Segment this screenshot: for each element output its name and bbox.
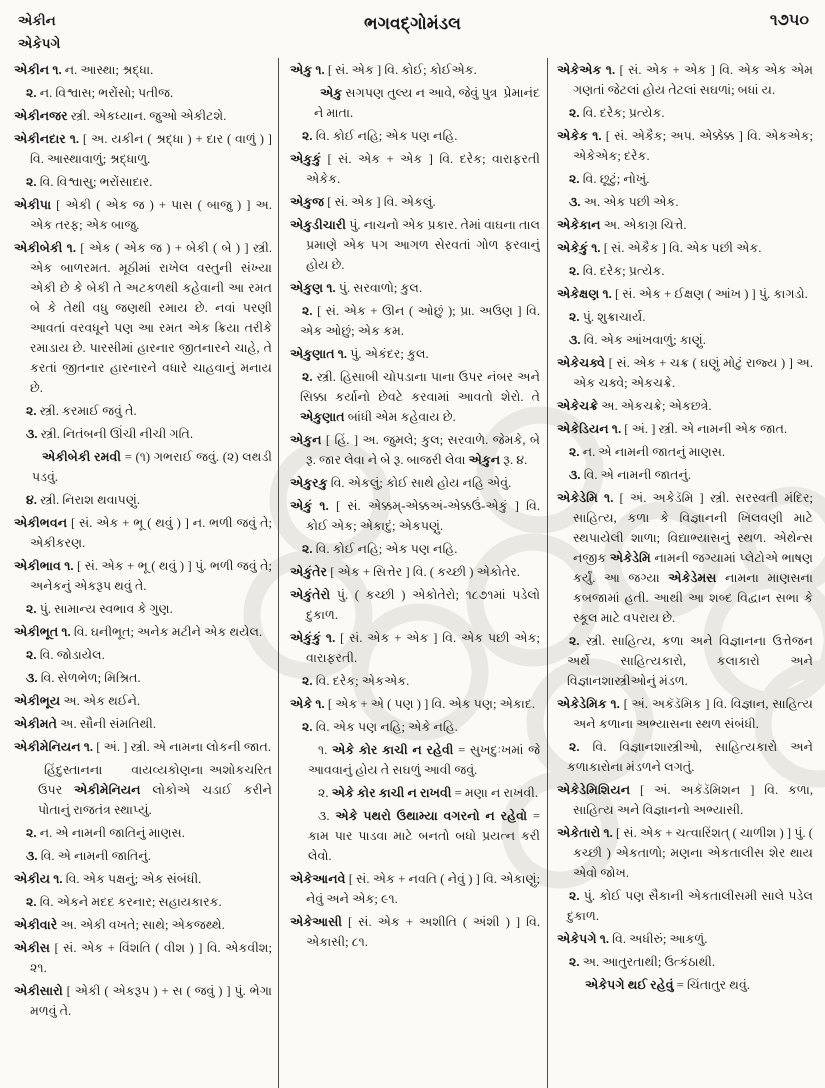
idiom-paragraph: [14, 447, 272, 487]
text-run: અ. સૌની સંમતિથી.: [57, 717, 157, 731]
headword: એકીપા: [14, 198, 52, 212]
sense-paragraph: [290, 126, 540, 146]
text-run: [ સં. એક ] વિ. કોઈ; કોઈએક.: [327, 63, 477, 77]
bold-text: એકેડેમસ: [668, 571, 717, 585]
text-run: = (૧) ગભરાઈ જવું. (૨) લથડી પડવું.: [32, 450, 272, 484]
text-run: વિ. દરેક; પ્રત્યેક.: [582, 264, 665, 278]
headword: એકેપગે: [557, 932, 597, 946]
sense-paragraph: [557, 952, 813, 972]
text-run: વિ. એકને મદદ કરનાર; સહાયકારક.: [39, 895, 222, 909]
column-divider-2: [547, 58, 548, 1088]
bold-text: ૧.: [65, 132, 83, 146]
entry-paragraph: [290, 694, 540, 714]
headword: એકું: [290, 499, 313, 513]
bold-text: ૨.: [302, 129, 316, 143]
headword: એકીસ: [14, 941, 50, 955]
sense-paragraph: [557, 261, 813, 281]
headword: એકીવારે: [14, 918, 58, 932]
entry-paragraph: [290, 430, 540, 470]
entry-paragraph: [14, 714, 272, 734]
dictionary-column-1: [14, 60, 272, 1086]
text-run: [ સં. એક + એક ] વિ. દરેક; વારાફરતી એકેક.: [306, 152, 540, 186]
text-run: વિ. વિજ્ઞાનશાસ્ત્રીઓ, સાહિત્યકારો અને કળાકારોના મંડળને લગતું.: [567, 740, 813, 774]
headword: એકીનજર: [14, 109, 68, 123]
bold-text: ૧.: [600, 826, 617, 840]
entry-paragraph: [557, 126, 813, 166]
bold-text: ૩.: [569, 468, 584, 482]
bold-text: ૩.: [569, 195, 584, 209]
bold-text: એકે કોર કાચી ન રાખવી: [331, 786, 452, 800]
bold-text: ૧.: [58, 625, 74, 639]
headword: એકીબેકી: [14, 241, 63, 255]
bold-text: ૨.: [569, 889, 584, 903]
text-run: [ સં. એક + એક ] વિ. એક પછી એક; વારાફરતી.: [306, 631, 540, 665]
text-run: લોકોએ ચડાઈ કરીને પોતાનું રાજતંત્ર સ્થાપ્યું.: [38, 783, 272, 817]
bold-text: ૨.: [302, 542, 316, 556]
bold-text: એકે પથરો ઉથામ્યા વગરનો ન રહેવો: [335, 809, 528, 823]
headword: એકુણ: [290, 281, 324, 295]
text-run: [ સં. એક + અશીતિ ( અંશી ) ] વિ. એકાસી; ૮૧.: [306, 915, 540, 949]
bold-text: ૨.: [569, 172, 583, 186]
bold-text: ૩.: [26, 427, 41, 441]
bold-text: ૧.: [321, 631, 341, 645]
dictionary-column-3: [557, 60, 813, 1086]
text-run: = સુખદુઃખમાં જે આવવાનું હોય તે સઘળું આવી જવું.: [308, 743, 540, 777]
text-run: [ સં. એક્કમ્-એક્કઅં-એક્કઉં-એકું ] વિ. કોઈ એક; એકાદું; એકપણું.: [306, 499, 540, 533]
text-run: સ્ત્રી. નિરાશ થવાપણું.: [40, 493, 140, 507]
text-run: [ એક ( એક જ ) + બેકી ( બે ) ] સ્ત્રી. એક બાળરમત. મૂઠીમાં રાખેલ વસ્તુની સંખ્યા એકી છે કે બેકી તે અટકળથી કહેવાની આ રમત બે કે તેથી વધુ જણથી રમાય છે. નવાં પરણી આવતાં વરવધૂને પણ આ રમત એક ક્રિયા તરીકે રમાડાય છે. પારસીમાં હારનાર જીતનારને ચાહે, તે કરતાં જીતનાર હારનારને વધારે ચાહવાનું મનાય છે.: [30, 241, 272, 395]
entry-paragraph: [290, 628, 540, 668]
bold-text: ૧.: [62, 241, 81, 255]
sense-paragraph: [557, 465, 813, 485]
sense-paragraph: [14, 424, 272, 444]
entry-paragraph: [557, 353, 813, 393]
entry-paragraph: [557, 929, 813, 949]
text-run: ૧.: [318, 743, 332, 757]
bold-text: ૨.: [302, 720, 316, 734]
headword: એકેક્ષણ: [557, 287, 600, 301]
entry-paragraph: [14, 737, 272, 757]
entry-paragraph: [14, 106, 272, 126]
sense-paragraph: [290, 367, 540, 427]
text-run: = કામ પાર પાડવા માટે બનતો બધો પ્રયત્ન કરી લેવો.: [308, 809, 540, 863]
text-run: અ. એક થઈને.: [60, 694, 141, 708]
headword: એકે: [290, 697, 313, 711]
text-run: ૨.: [318, 786, 332, 800]
text-run: સ્ત્રી. નિતંબની ઊંચી નીચી ગતિ.: [40, 427, 194, 441]
text-run: વિ. એક આંખવાળું; કાણું.: [583, 333, 706, 347]
entry-paragraph: [290, 344, 540, 364]
bold-text: ૨.: [302, 370, 317, 384]
bold-text: ૧.: [599, 287, 615, 301]
idiom-paragraph: [290, 806, 540, 866]
text-run: [ અં. અકૅડૅમિક ] વિ. વિજ્ઞાન, સાહિત્ય અને કળાના અભ્યાસના સ્થળ સંબંધી.: [573, 697, 813, 731]
sense-paragraph: [290, 301, 540, 341]
bold-text: એકીબેકી રમવી: [42, 450, 121, 464]
text-run: વિ. ઘનીભૂત; અનેક મટીને એક થયેલ.: [73, 625, 263, 639]
text-run: [ સં. એક + વિંશતિ ( વીશ ) ] વિ. એકવીશ; ૨૧.: [30, 941, 272, 975]
text-run: પું. ( કચ્છી ) એકોતેરો; ૧૮૭૧માં પડેલો દુકાળ.: [306, 588, 540, 622]
idiom-paragraph: [290, 783, 540, 803]
entry-paragraph: [557, 284, 813, 304]
entry-paragraph: [290, 562, 540, 582]
bold-text: ૧.: [597, 491, 620, 505]
bold-text: ૨.: [26, 175, 40, 189]
headword: એકુણાત: [290, 347, 335, 361]
text-run: નામના માણસના કબજામાં હતી. આથી આ શબ્દ વિદ્વાન સભા કે સ્કૂલ માટે વપરાય છે.: [573, 571, 813, 625]
bold-text: ૨.: [569, 634, 586, 648]
text-run: પું. એકંદર; કુલ.: [350, 347, 429, 361]
bold-text: ૩.: [26, 849, 41, 863]
bold-text: ૨.: [26, 86, 40, 100]
text-run: [ સં. એક + ઊન ( ઓછું ); પ્રા. અઉણ ] વિ. એક ઓછું; એક કમ.: [300, 304, 540, 338]
headword: એકીન: [14, 63, 50, 77]
entry-paragraph: [290, 149, 540, 189]
entry-paragraph: [14, 938, 272, 978]
headword: એકુડીચારી: [290, 218, 346, 232]
text-run: વિ. એ નામની જાતિનું.: [40, 849, 151, 863]
text-run: પું. શુક્રાચાર્ય.: [582, 310, 646, 324]
sense-paragraph: [14, 823, 272, 843]
bold-text: ૧.: [49, 63, 65, 77]
text-run: વિ. એક પક્ષનું; એક સંબંધી.: [65, 872, 202, 886]
bold-text: ૨.: [569, 264, 583, 278]
idiom-paragraph: [290, 740, 540, 780]
text-run: ન. આસ્થા; શ્રદ્ધા.: [64, 63, 154, 77]
entry-paragraph: [557, 215, 813, 235]
bold-text: ૨.: [569, 445, 583, 459]
bold-text: ૨.: [569, 106, 583, 120]
headword: એકુંતેરો: [290, 588, 331, 602]
text-run: [ હિં. ] અ. જુમલે; કુલ; સરવાળે. જેમકે, બે રૂ. જાર લેવા ને બે રૂ. બાજરી લેવા: [306, 433, 540, 467]
entry-paragraph: [14, 981, 272, 1021]
sense-paragraph: [557, 886, 813, 926]
entry-paragraph: [290, 215, 540, 275]
headword: એકેએક: [557, 63, 602, 77]
entry-paragraph: [14, 238, 272, 398]
entry-paragraph: [14, 129, 272, 169]
headword: એકેકાન: [557, 218, 601, 232]
entry-paragraph: [290, 869, 540, 909]
entry-paragraph: [557, 396, 813, 416]
sense-paragraph: [557, 330, 813, 350]
headword: એકેડેમિક: [557, 697, 607, 711]
sense-paragraph: [14, 846, 272, 866]
bold-text: એકેડેમિ: [609, 551, 651, 565]
sense-paragraph: [14, 83, 272, 103]
entry-paragraph: [14, 869, 272, 889]
text-run: [ અં. અકૅડૅમિશન ] વિ. કળા, સાહિત્ય અને વિજ્ઞાનનો અભ્યાસી.: [573, 783, 813, 817]
entry-paragraph: [290, 912, 540, 952]
text-run: [ અં. ] સ્ત્રી. એ નામની એક જાત.: [624, 422, 788, 436]
entry-paragraph: [14, 915, 272, 935]
bold-text: ૧.: [312, 63, 328, 77]
bold-text: એકુન: [468, 453, 501, 467]
bold-text: એકે કોર કાચી ન રહેવી: [332, 743, 454, 757]
text-run: [ અ. યકીન ( શ્રદ્ધા ) + દાર ( વાળું ) ] વિ. આસ્થાવાળું; શ્રદ્ધાળુ.: [30, 132, 272, 166]
sense-paragraph: [14, 401, 272, 421]
text-run: બાંધી એમ કહેવાય છે.: [344, 410, 456, 424]
headword: એકીભૂય: [14, 694, 61, 708]
headword: એકેક: [557, 129, 589, 143]
citation-attribution: અશોકચરિત: [209, 763, 272, 777]
text-run: [ સં. એક + ઈક્ષણ ( આંખ ) ] પું. કાગડો.: [614, 287, 808, 301]
page-number: ૧૭૫૦: [769, 12, 809, 29]
page-title: ભગવદ્ગોમંડલ: [364, 14, 461, 33]
entry-paragraph: [557, 488, 813, 628]
citation-attribution: પ્રેમાનંદ: [503, 86, 540, 100]
text-run: અ. એકી વખતે; સાથે; એકજથ્થે.: [57, 918, 225, 932]
entry-paragraph: [14, 622, 272, 642]
column-divider-1: [278, 58, 279, 1088]
sense-paragraph: [14, 668, 272, 688]
headword: એકેડેમિશિયન: [557, 783, 631, 797]
entry-paragraph: [290, 585, 540, 625]
entry-paragraph: [557, 60, 813, 100]
text-run: વિ. જોડાયેલ.: [39, 648, 105, 662]
text-run: = ચિંતાતુર થવું.: [673, 978, 750, 992]
sense-paragraph: [557, 192, 813, 212]
headword: એકુરકુ: [290, 476, 328, 490]
headword: એકીનદાર: [14, 132, 66, 146]
entry-paragraph: [557, 419, 813, 439]
bold-text: ૩.: [26, 671, 41, 685]
bold-text: ૨.: [26, 826, 40, 840]
sense-paragraph: [14, 645, 272, 665]
text-run: વિ. એ નામની જાતનું.: [583, 468, 692, 482]
headword: એકેડેમિ: [557, 491, 598, 505]
text-run: [ સં. એક ] વિ. એકલું.: [324, 195, 436, 209]
sense-paragraph: [14, 172, 272, 192]
headword: એકીમેનિયન: [14, 740, 81, 754]
bold-text: ૧.: [588, 129, 606, 143]
bold-text: ૨.: [569, 955, 583, 969]
sense-paragraph: [14, 490, 272, 510]
text-run: વિ. દરેક; પ્રત્યેક.: [582, 106, 665, 120]
sense-paragraph: [557, 737, 813, 777]
bold-text: ૧.: [334, 347, 351, 361]
idiom-paragraph: [557, 975, 813, 995]
sense-paragraph: [290, 539, 540, 559]
bold-text: ૧.: [60, 559, 78, 573]
bold-text: એકુણાત: [300, 410, 345, 424]
text-run: પું. સામાન્ય સ્વભાવ કે ગુણ.: [39, 602, 173, 616]
bold-text: ૩.: [569, 333, 584, 347]
sense-paragraph: [557, 442, 813, 462]
bold-text: ૧.: [606, 697, 624, 711]
running-head-first-word: એકીન: [18, 13, 56, 28]
text-run: [ સં. એક + ચત્વારિંશત્ ( ચાળીશ ) ] પું. ( કચ્છી ) એકતાળો; મણના એકતાલીસ શેર થાય એવો જોખ.: [573, 826, 813, 880]
bold-text: ૨.: [569, 740, 593, 754]
entry-paragraph: [557, 780, 813, 820]
text-run: વિ. વિશ્વાસુ; ભરોંસાદાર.: [39, 175, 153, 189]
text-run: [ અં. ] સ્ત્રી. એ નામના લોકની જાત.: [96, 740, 271, 754]
bold-text: ૨.: [26, 895, 40, 909]
bold-text: ૧.: [323, 281, 339, 295]
page-header: [0, 0, 825, 56]
headword: એકીભૂત: [14, 625, 59, 639]
bold-text: ૨.: [26, 404, 40, 418]
quote-paragraph: [290, 83, 540, 123]
headword: એકીમતે: [14, 717, 58, 731]
text-run: ન. એ નામની જાતનું માણસ.: [582, 445, 726, 459]
text-run: વિ. એકલું; કોઈ સાથે હોય નહિ એવું.: [327, 476, 512, 490]
text-run: સ્ત્રી. કરમાઈ જવું તે.: [39, 404, 137, 418]
entry-paragraph: [290, 192, 540, 212]
sense-paragraph: [557, 103, 813, 123]
running-head-last-word: એકેપગે: [18, 35, 61, 51]
entry-paragraph: [557, 823, 813, 883]
text-run: વિ. કોઈ નહિ; એક પણ નહિ.: [315, 542, 458, 556]
bold-text: ૧.: [50, 872, 66, 886]
entry-paragraph: [290, 496, 540, 536]
bold-text: ૧.: [312, 499, 336, 513]
quote-paragraph: [14, 760, 272, 820]
text-run: રૂ. ૪.: [500, 453, 528, 467]
sense-paragraph: [14, 892, 272, 912]
entry-paragraph: [290, 60, 540, 80]
text-run: ન. વિશ્વાસ; ભરોંસો; પતીજ.: [39, 86, 174, 100]
text-run: વિ. અધીરું; આકળું.: [612, 932, 708, 946]
sense-paragraph: [557, 631, 813, 691]
bold-text: એકેપગે થઈ રહેવું: [585, 978, 674, 992]
text-run: [ એકી ( એકરૂપ ) + સ ( જવું ) ] પું. ભેગા મળવું તે.: [30, 984, 272, 1018]
sense-paragraph: [290, 717, 540, 737]
text-run: પું. કોઈ પણ સૈકાની એકતાલીસમી સાલે પડેલ દુકાળ.: [567, 889, 813, 923]
headword: એકીભવન: [14, 516, 68, 530]
headword: એકુ: [290, 63, 313, 77]
dictionary-column-2: [290, 60, 540, 1086]
bold-text: ૧.: [601, 63, 620, 77]
headword: એકીભાવ: [14, 559, 61, 573]
entry-paragraph: [14, 691, 272, 711]
entry-paragraph: [14, 195, 272, 235]
headword: એકુજ: [290, 195, 325, 209]
headword: એકુંતેર: [290, 565, 328, 579]
text-run: વિ. કોઈ નહિ; એક પણ નહિ.: [315, 129, 458, 143]
headword: એકીસારો: [14, 984, 63, 998]
text-run: હિંદુસ્તાનના વાયવ્યકોણના ઉપર: [38, 763, 204, 797]
bold-text: એકુ: [320, 86, 343, 100]
sense-paragraph: [14, 599, 272, 619]
headword: એકેતારો: [557, 826, 601, 840]
text-run: અ. એકચક્રે; એકછત્રે.: [598, 399, 712, 413]
text-run: [ એકી ( એક જ ) + પાસ ( બાજુ ) ] અ. એક તરફ; એક બાજુ.: [30, 198, 272, 232]
bold-text: ૨.: [302, 674, 316, 688]
entry-paragraph: [14, 60, 272, 80]
headword: એકેઆનવે: [290, 872, 346, 886]
headword: એકુકું: [290, 152, 322, 166]
text-run: અ. એક પછી એક.: [583, 195, 679, 209]
text-run: ૩.: [318, 809, 336, 823]
bold-text: ૨.: [569, 310, 583, 324]
bold-text: ૧.: [312, 697, 328, 711]
text-run: [ એક + એ ( પણ ) ] વિ. એક પણ; એકાદ.: [327, 697, 536, 711]
text-run: [ સં. એક + ચક્ર ( ઘણું મોટું રાજ્ય ) ] અ. એક ચક્વે; એકચક્રે.: [573, 356, 813, 390]
text-run: અ. એકાગ્ર ચિત્તે.: [600, 218, 687, 232]
bold-text: ૧.: [596, 932, 613, 946]
headword: એકેચક્રે: [557, 399, 599, 413]
bold-text: ૧.: [608, 422, 625, 436]
text-run: નામની જગ્યામાં પ્લેટોએ ભાષણ કર્યું. આ જગ્યા: [573, 551, 813, 585]
text-run: [ સં. એક + એક ] વિ. એક એક એમ ગણતાં જેટલાં હોય તેટલાં સઘળાં; બધાં ય.: [573, 63, 813, 97]
text-run: [ સં. એક + ભૂ ( થવું ) ] ન. ભળી જવું તે; એકીકરણ.: [30, 516, 272, 550]
text-run: [ સં. એકૈક ] વિ. એક પછી એક.: [603, 241, 762, 255]
text-run: [ એક + સિત્તેર ] વિ. ( કચ્છી ) એકોતેર.: [327, 565, 520, 579]
text-run: વિ. એક પણ નહિ; એકે નહિ.: [315, 720, 458, 734]
text-run: વિ. સેળભેળ; મિશ્રિત.: [40, 671, 141, 685]
text-run: [ સં. એક + ભૂ ( થવું ) ] પું. ભળી જવું તે; અનેકનું એકરૂપ થવું તે.: [30, 559, 272, 593]
text-run: સ્ત્રી. એકધ્યાન. જુઓ એકીટશે.: [67, 109, 227, 123]
sense-paragraph: [557, 169, 813, 189]
text-run: પું. સરવાળો; કુલ.: [338, 281, 423, 295]
bold-text: ૧.: [588, 241, 604, 255]
entry-paragraph: [14, 556, 272, 596]
text-run: સગપણ તુલ્ય ન આવે, જેવું પુત્ર ને માતા.: [314, 86, 498, 120]
text-run: પું. નાચનો એક પ્રકાર. તેમાં વાઘના તાલ પ્રમાણે એક પગ આગળ સેરવતાં ગોળ ફરવાનું હોય છે.: [306, 218, 540, 272]
bold-text: ૧.: [80, 740, 97, 754]
entry-paragraph: [557, 694, 813, 734]
text-run: સ્ત્રી. સાહિત્ય, કળા અને વિજ્ઞાનના ઉત્તેજન અર્થે સાહિત્યકારો, કલાકારો અને વિજ્ઞાનશાસ્ત્રીઓનું મંડળ.: [567, 634, 813, 688]
bold-text: ૪.: [26, 493, 41, 507]
headword: એકીય: [14, 872, 51, 886]
bold-text: એકીમેનિયન: [73, 783, 141, 797]
text-run: અ. આતુરતાથી; ઉત્કંઠાથી.: [582, 955, 716, 969]
sense-paragraph: [290, 671, 540, 691]
entry-paragraph: [290, 278, 540, 298]
text-run: [ અં. અકેડૅમિ ] સ્ત્રી. સરસ્વતી મંદિર; સાહિત્ય, કળા કે વિજ્ઞાનની ખિલવણી માટે સ્થપાયેલી શાળા; વિદ્યાભ્યાસનું સ્થળ. એથેન્સ નજીક: [573, 491, 813, 565]
headword: એકેડિયન: [557, 422, 609, 436]
headword: એકેકું: [557, 241, 589, 255]
text-run: વિ. છૂટું; નોખું.: [582, 172, 650, 186]
text-run: ન. એ નામની જાતિનું માણસ.: [39, 826, 185, 840]
sense-paragraph: [557, 307, 813, 327]
text-run: વિ. દરેક; એકએક.: [315, 674, 410, 688]
headword: એકુંકું: [290, 631, 322, 645]
text-run: [ સં. એકૈક; અપ. એક્કેક્ક ] વિ. એકએક; એકેએક; દરેક.: [573, 129, 813, 163]
headword: એકેચક્વે: [557, 356, 606, 370]
text-run: સ્ત્રી. હિસાબી ચોપડાના પાના ઉપર નંબર અને સિક્કા કર્યાનો છેવટે કરવામાં આવતો શેરો. તે: [300, 370, 540, 404]
entry-paragraph: [14, 513, 272, 553]
entry-paragraph: [290, 473, 540, 493]
bold-text: ૨.: [302, 304, 318, 318]
bold-text: ૨.: [26, 648, 40, 662]
text-run: [ સં. એક + નવતિ ( નેવું ) ] વિ. એકાણું; નેવું અને એક; ૯૧.: [306, 872, 540, 906]
headword: એકુન: [290, 433, 322, 447]
headword: એકેઆસી: [290, 915, 342, 929]
entry-paragraph: [557, 238, 813, 258]
text-run: = મણા ન રાખવી.: [451, 786, 539, 800]
bold-text: ૨.: [26, 602, 40, 616]
